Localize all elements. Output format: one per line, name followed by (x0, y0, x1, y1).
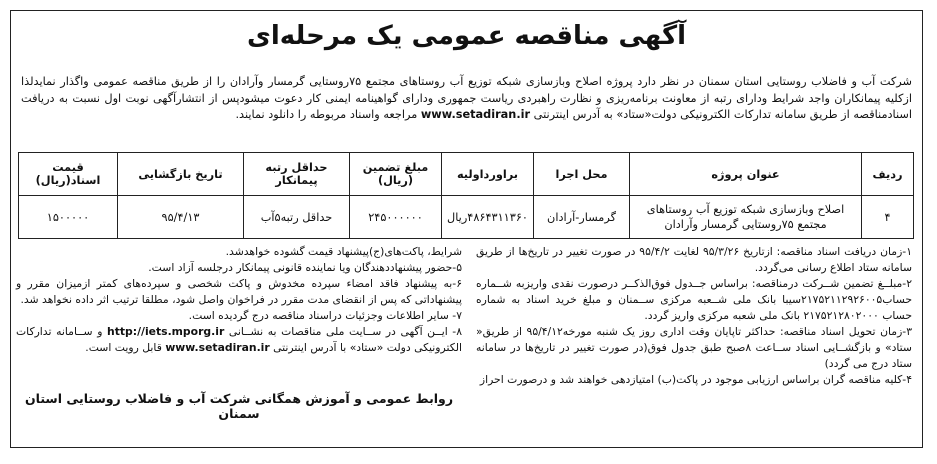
cell-opening-date: ۹۵/۴/۱۳ (118, 196, 244, 239)
cell-guarantee: ۲۴۵۰۰۰۰۰۰ (350, 196, 442, 239)
table-header-row (19, 153, 914, 196)
condition-5: ۵-حضور پیشنهاددهندگان ویا نماینده قانونی پیمانکار درجلسه آزاد است. (148, 261, 462, 274)
cell-location: گرمسار-آرادان (534, 196, 630, 239)
condition-8-suffix: قابل رویت است. (85, 341, 162, 354)
intro-line-2: پیمانکاران واجد شرایط ودارای رتبه از معاونت برنامه‌ریزی و نظارت راهبردی ریاست جمهوری ودارای گواهینامه ایمنی کار دعوت میشودپس از انتشارآگهی نوبت اول نسبت به دریافت اسنادمناقصه (21, 91, 912, 121)
conditions-left-column (16, 244, 462, 356)
header-row-no: ردیف (862, 153, 914, 196)
condition-8-site-setad[interactable]: www.setadiran.ir (165, 341, 270, 354)
header-min-grade: حداقل رتبه پیمانکار (244, 153, 350, 196)
cell-estimate: ۴۸۶۴۳۱۱۳۶۰ریال (442, 196, 534, 239)
condition-8 (16, 324, 462, 356)
cell-min-grade: حداقل رتبه۵آب (244, 196, 350, 239)
condition-8-middle: و ســامانه تدارکات الکترونیکی دولت «ستاد» با آدرس اینترنتی (16, 325, 462, 354)
header-guarantee: مبلغ تضمین (ریال) (350, 153, 442, 196)
condition-4: ۴-کلیه مناقصه گران براساس ارزیابی موجود در پاکت(ب) امتیازدهی خواهند شد و درصورت احراز (479, 373, 912, 386)
cell-project-title: اصلاح وبازسازی شبکه توزیع آب روستاهای مجتمع ۷۵روستایی گرمسار وآرادان (630, 196, 862, 239)
intro-tail: مراجعه واسناد مربوطه را دانلود نمایند. (235, 108, 418, 121)
condition-1: ۱-زمان دریافت اسناد مناقصه: ازتاریخ ۹۵/۳/۲۶ لغایت ۹۵/۴/۲ در صورت تغییر در تاریخ‌ها از طریق سامانه ستاد اطلاع رسانی می‌گردد. (476, 245, 913, 274)
notice-intro (21, 74, 912, 124)
condition-8-site-iets[interactable]: http://iets.mporg.ir (107, 325, 225, 338)
condition-4-continued: شرایط، پاکت‌های(ج)پیشنهاد قیمت گشوده خواهدشد. (225, 245, 462, 258)
cell-doc-price: ۱۵۰۰۰۰۰ (19, 196, 118, 239)
intro-line-3: از طریق سامانه تدارکات الکترونیکی دولت«ستاد» به آدرس اینترنتی (533, 108, 850, 121)
notice-footer: روابط عمومی و آموزش همگانی شرکت آب و فاضلاب روستایی استان سمنان (24, 391, 454, 421)
condition-3: ۳-زمان تحویل اسناد مناقصه: حداکثر تاپایان وقت اداری روز یک شنبه مورخه۹۵/۴/۱۲ از طریق« ستاد» و بازگشــایی اسناد ســاعت ۸صبح طبق جدول فوق(در صورت تغییر در تاریخ‌ها در سامانه ستاد درج می گردد) (476, 325, 912, 370)
header-estimate: براورداولیه (442, 153, 534, 196)
condition-2: ۲-مبلــغ تضمین شــرکت درمناقصه: براساس جــدول فوق‌الذکــر درصورت نقدی واریزبه شــماره حساب۲۱۷۵۲۱۱۲۹۲۶۰۰۵سیبا بانک ملی شــعبه مرکزی ســمنان و مبلغ خرید اسناد به شماره حساب ۲۱۷۵۲۱۲۸۰۲۰۰۰ بانک ملی شعبه مرکزی واریز گردد. (476, 277, 912, 322)
tender-table (18, 152, 914, 239)
conditions-right-column (476, 244, 912, 388)
table-row (19, 196, 914, 239)
intro-website: www.setadiran.ir (420, 108, 531, 121)
header-doc-price: قیمت اسناد(ریال) (19, 153, 118, 196)
header-opening-date: تاریخ بازگشایی (118, 153, 244, 196)
header-project-title: عنوان پروژه (630, 153, 862, 196)
cell-row-no: ۴ (862, 196, 914, 239)
condition-8-prefix: ۸- ایــن آگهی در ســایت ملی مناقصات به نشــانی (228, 325, 463, 338)
intro-line-1: شرکت آب و فاضلاب روستایی استان سمنان در نظر دارد پروژه اصلاح وبازسازی شبکه توزیع آب روستاهای مجتمع ۷۵روستایی گرمسار وآرادان را از طریق مناقصه عمومی واگذار نمایدلذا ازکلیه (21, 75, 912, 105)
notice-frame (10, 10, 923, 448)
header-location: محل اجرا (534, 153, 630, 196)
condition-6: ۶-به پیشنهاد فاقد امضاء سپرده مخدوش و پاکت شخصی و سپرده‌های کمتر ازمیزان مقرر و پیشنهاداتی که پس از انقضای مدت مقرر در فراخوان واصل شود، مطلقا ترتیب اثر داده نخواهد شد. (16, 277, 462, 306)
notice-title: آگهی مناقصه عمومی یک مرحله‌ای (246, 21, 686, 51)
condition-7: ۷- سایر اطلاعات وجزئیات دراسناد مناقصه درج گردیده است. (188, 309, 462, 322)
